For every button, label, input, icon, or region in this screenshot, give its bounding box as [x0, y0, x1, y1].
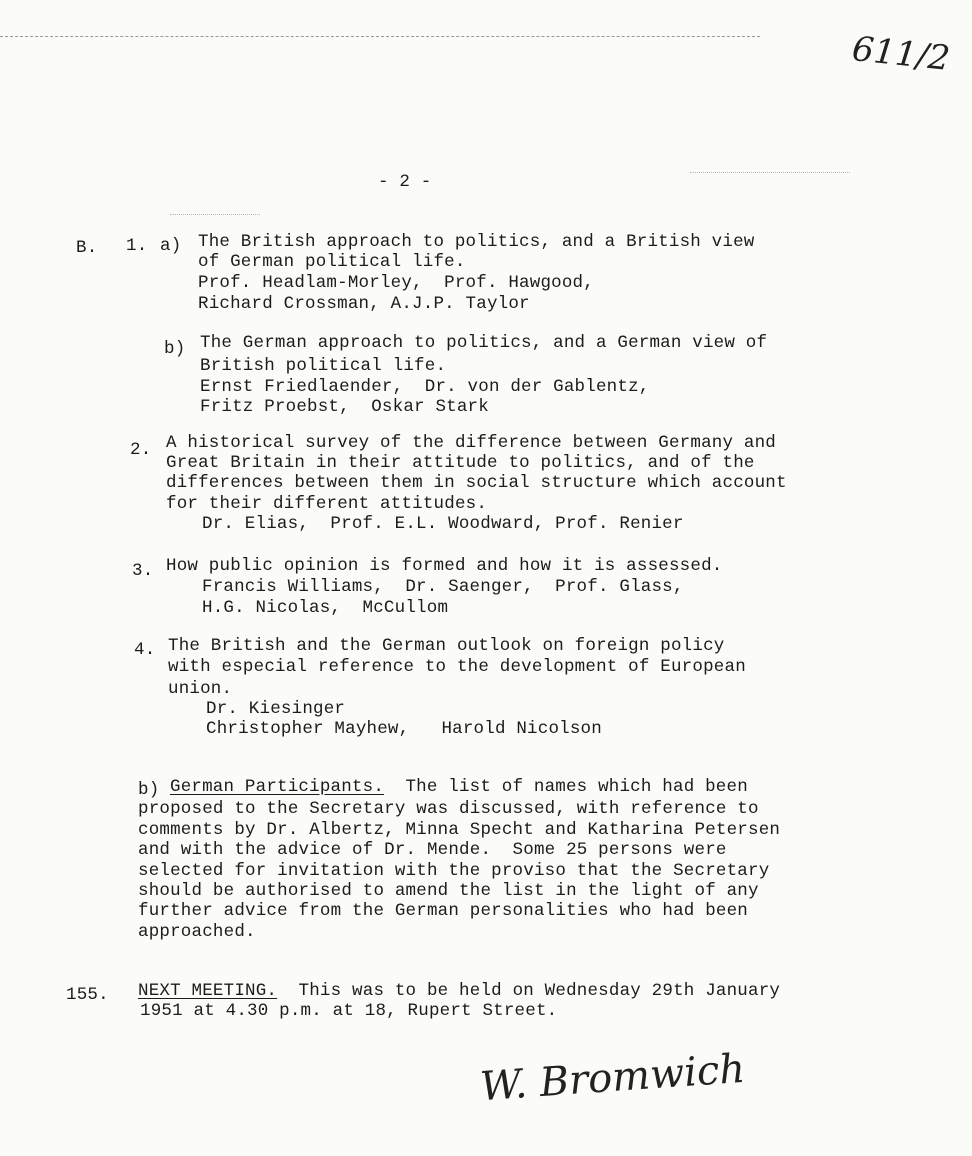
speaker-line: Richard Crossman, A.J.P. Taylor — [198, 294, 530, 314]
speaker-line: Dr. Elias, Prof. E.L. Woodward, Prof. Renier — [202, 514, 684, 534]
page-number: - 2 - — [378, 172, 432, 192]
item-number: 3. — [132, 561, 154, 581]
topic-line: The German approach to politics, and a German view of — [200, 333, 768, 353]
topic-line: with especial reference to the development of European — [168, 657, 746, 677]
topic-line: Great Britain in their attitude to politics, and of the — [166, 453, 755, 473]
speaker-line: Francis Williams, Dr. Saenger, Prof. Glass, — [202, 577, 684, 597]
next-meeting-line: 1951 at 4.30 p.m. at 18, Rupert Street. — [140, 1001, 558, 1021]
speaker-line: Christopher Mayhew, Harold Nicolson — [206, 719, 602, 739]
next-meeting-line — [138, 981, 780, 1001]
paragraph-line: and with the advice of Dr. Mende. Some 25 persons were — [138, 840, 727, 860]
topic-line: differences between them in social structure which account — [166, 473, 787, 493]
speaker-line: Ernst Friedlaender, Dr. von der Gablentz, — [200, 377, 650, 397]
paragraph-line: comments by Dr. Albertz, Minna Specht and Katharina Petersen — [138, 820, 781, 840]
participants-heading: German Participants. — [170, 777, 385, 797]
item-number: 4. — [134, 640, 156, 660]
sub-item-marker: b) — [164, 339, 186, 359]
paragraph-line: selected for invitation with the proviso that the Secretary — [138, 861, 770, 881]
paragraph-line: proposed to the Secretary was discussed, with reference to — [138, 799, 759, 819]
item-number: 1. — [126, 236, 148, 256]
minute-number: 155. — [66, 985, 109, 1005]
paragraph-line: should be authorised to amend the list in the light of any — [138, 881, 759, 901]
topic-line: union. — [168, 679, 233, 699]
paragraph-line: further advice from the German personalities who had been — [138, 901, 748, 921]
next-meeting-heading: NEXT MEETING. — [138, 981, 278, 1001]
speaker-line: Fritz Proebst, Oskar Stark — [200, 397, 489, 417]
scan-speck — [690, 172, 850, 174]
sub-item-marker: a) — [160, 236, 182, 256]
topic-line: British political life. — [200, 356, 447, 376]
sub-item-marker: b) — [138, 780, 160, 800]
top-rule — [0, 36, 760, 37]
next-meeting-text: This was to be held on Wednesday 29th January — [277, 981, 781, 1001]
topic-line: of German political life. — [198, 252, 466, 272]
section-label: B. — [76, 238, 98, 258]
topic-line: for their different attitudes. — [166, 494, 488, 514]
speaker-line: Prof. Headlam-Morley, Prof. Hawgood, — [198, 273, 594, 293]
paragraph-line: approached. — [138, 922, 256, 942]
topic-line: A historical survey of the difference between Germany and — [166, 433, 776, 453]
speaker-line: Dr. Kiesinger — [206, 699, 346, 719]
topic-line: The British approach to politics, and a British view — [198, 232, 755, 252]
topic-line: The British and the German outlook on foreign policy — [168, 636, 725, 656]
paragraph-text: The list of names which had been — [384, 777, 748, 797]
item-number: 2. — [130, 440, 152, 460]
paragraph-first-line — [170, 777, 748, 797]
signature: W. Bromwich — [478, 1045, 747, 1111]
topic-line: How public opinion is formed and how it is assessed. — [166, 556, 723, 576]
page-reference: 611/2 — [850, 28, 952, 80]
scan-speck — [170, 214, 260, 216]
speaker-line: H.G. Nicolas, McCullom — [202, 598, 449, 618]
